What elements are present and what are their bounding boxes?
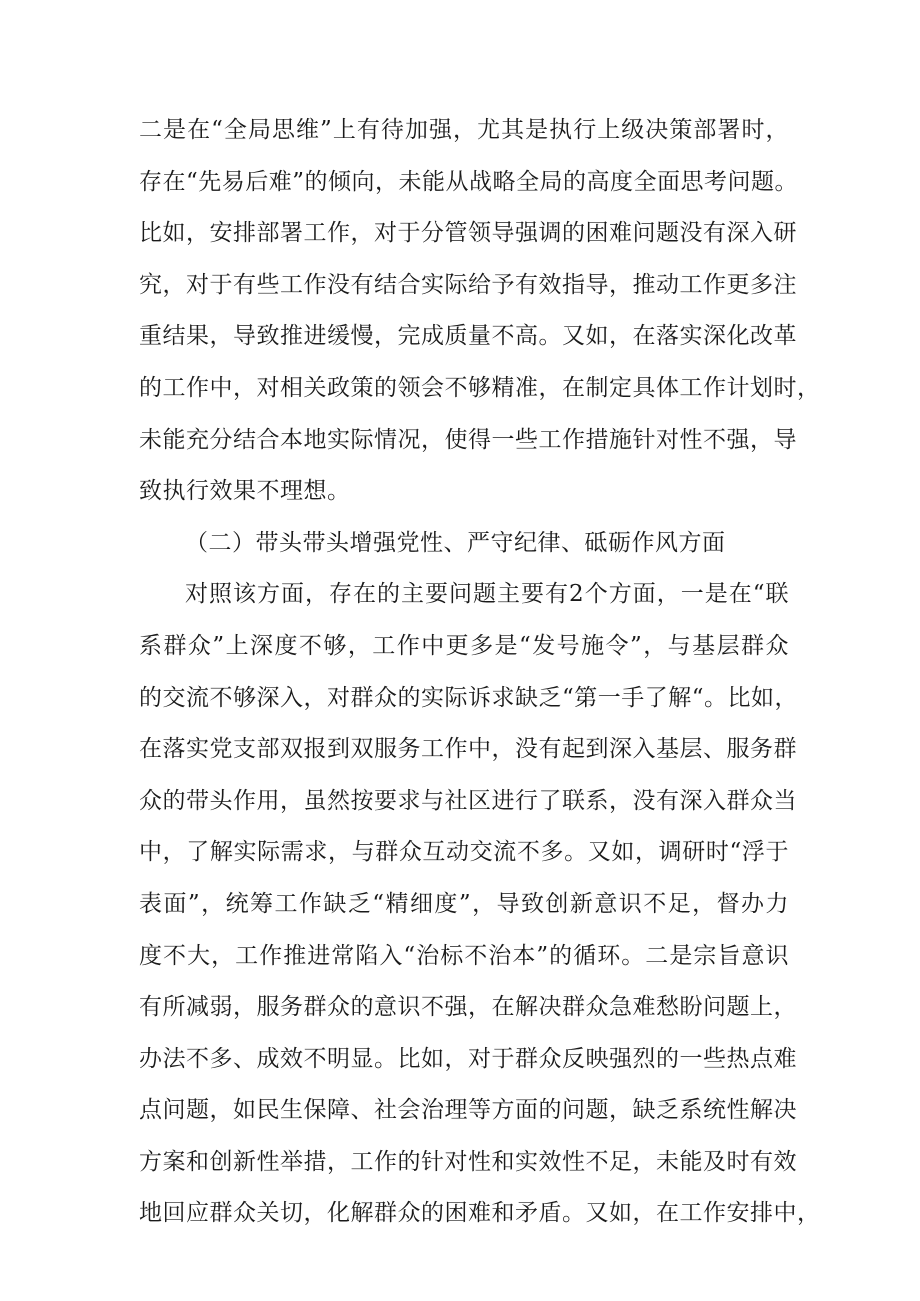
text-line: 对照该方面，存在的主要问题主要有2个方面，一是在“联 bbox=[185, 581, 789, 608]
text-line: 致执行效果不理想。 bbox=[139, 478, 351, 505]
text-line: 未能充分结合本地实际情况，使得一些工作措施针对性不强，导 bbox=[139, 426, 797, 453]
section-heading: （二）带头带头增强党性、严守纪律、砥砺作风方面 bbox=[185, 529, 726, 556]
text-line: 重结果，导致推进缓慢，完成质量不高。又如，在落实深化改革 bbox=[139, 323, 797, 350]
text-line: 二是在“全局思维”上有待加强，尤其是执行上级决策部署时， bbox=[139, 117, 789, 143]
text-line: 的工作中，对相关政策的领会不够精准，在制定具体工作计划时， bbox=[139, 374, 821, 401]
document-body bbox=[139, 105, 821, 1240]
text-line: 众的带头作用，虽然按要求与社区进行了联系，没有深入群众当 bbox=[139, 787, 797, 814]
text-line: 地回应群众关切，化解群众的困难和矛盾。又如，在工作安排中， bbox=[139, 1200, 821, 1227]
text-line: 比如，安排部署工作，对于分管领导强调的困难问题没有深入研 bbox=[139, 220, 797, 247]
text-line: 在落实党支部双报到双服务工作中，没有起到深入基层、服务群 bbox=[139, 736, 797, 763]
text-line: 度不大，工作推进常陷入“治标不治本”的循环。二是宗旨意识 bbox=[139, 942, 789, 969]
text-line: 系群众”上深度不够，工作中更多是“发号施令”，与基层群众 bbox=[139, 632, 789, 659]
text-line: 究，对于有些工作没有结合实际给予有效指导，推动工作更多注 bbox=[139, 271, 797, 298]
text-line: 有所减弱，服务群众的意识不强，在解决群众急难愁盼问题上， bbox=[139, 994, 797, 1021]
text-line: 存在“先易后难”的倾向，未能从战略全局的高度全面思考问题。 bbox=[139, 168, 799, 195]
text-line: 方案和创新性举措，工作的针对性和实效性不足，未能及时有效 bbox=[139, 1148, 797, 1175]
text-line: 的交流不够深入，对群众的实际诉求缺乏“第一手了解“。比如， bbox=[139, 684, 799, 711]
text-line: 点问题，如民生保障、社会治理等方面的问题，缺乏系统性解决 bbox=[139, 1097, 797, 1124]
text-line: 表面”，统筹工作缺乏“精细度”，导致创新意识不足，督办力 bbox=[139, 890, 789, 917]
text-line: 中，了解实际需求，与群众互动交流不多。又如，调研时“浮于 bbox=[139, 839, 789, 866]
text-line: 办法不多、成效不明显。比如，对于群众反映强烈的一些热点难 bbox=[139, 1045, 797, 1072]
